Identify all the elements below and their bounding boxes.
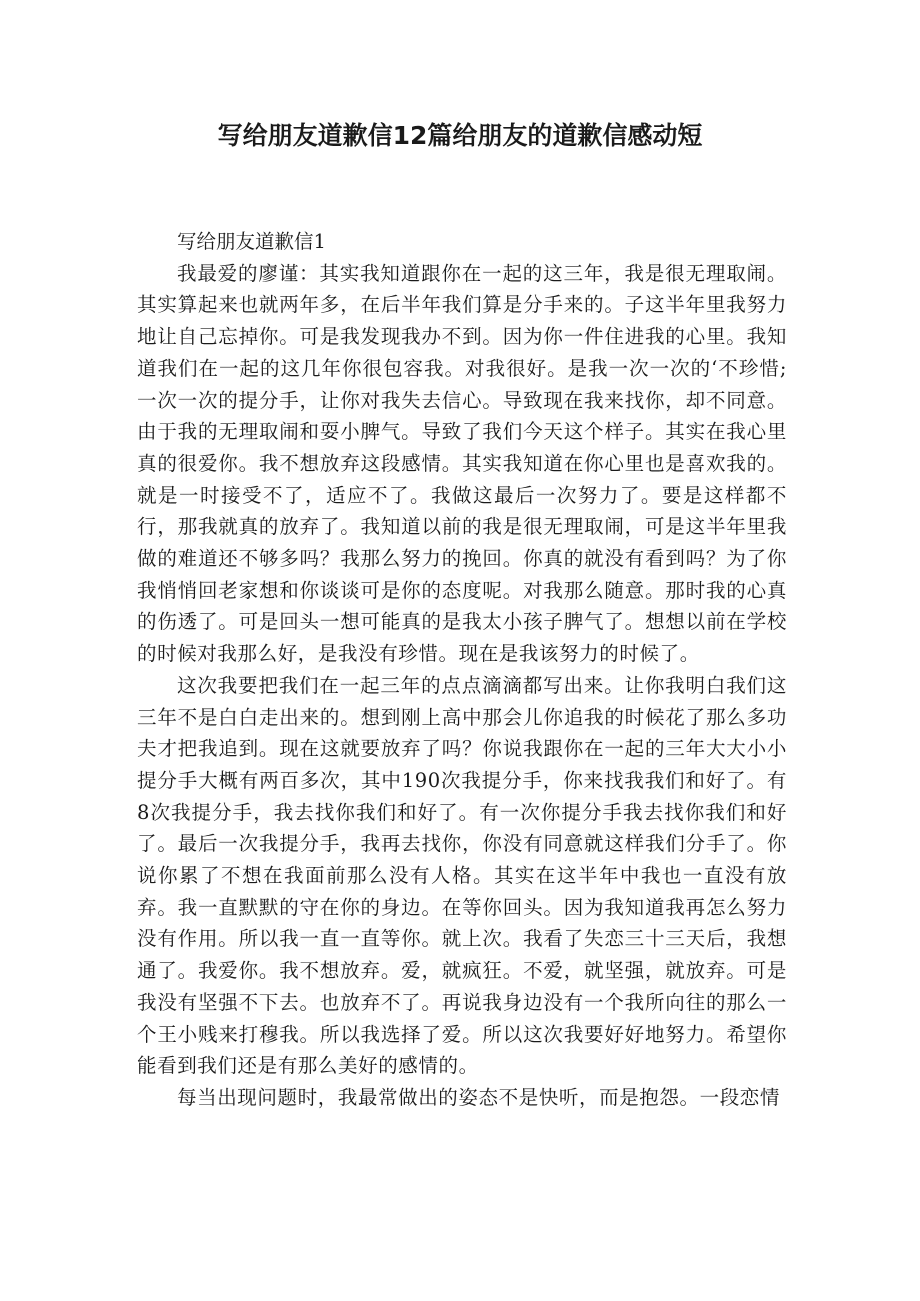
section-heading: 写给朋友道歉信1	[177, 230, 326, 253]
paragraph-3: 每当出现问题时，我最常做出的姿态不是快听，而是抱怨。一段恋情	[177, 1085, 781, 1109]
document-body	[137, 226, 787, 1114]
document-title: 写给朋友道歉信12篇给朋友的道歉信感动短	[217, 121, 703, 150]
paragraph-1: 我最爱的廖谨：其实我知道跟你在一起的这三年，我是很无理取闹。其实算起来也就两年多，在后半年我们算是分手来的。子这半年里我努力地让自己忘掉你。可是我发现我办不到。因为你一件住进我的心里。我知道我们在一起的这几年你很包容我。对我很好。是我一次一次的‘不珍惜;一次一次的提分手，让你对我失去信心。导致现在我来找你，却不同意。由于我的无理取闹和耍小脾气。导致了我们今天这个样子。其实在我心里真的很爱你。我不想放弃这段感情。其实我知道在你心里也是喜欢我的。就是一时接受不了，适应不了。我做这最后一次努力了。要是这样都不行，那我就真的放弃了。我知道以前的我是很无理取闹，可是这半年里我做的难道还不够多吗？我那么努力的挽回。你真的就没有看到吗？为了你我悄悄回老家想和你谈谈可是你的态度呢。对我那么随意。那时我的心真的伤透了。可是回头一想可能真的是我太小孩子脾气了。想想以前在学校的时候对我那么好，是我没有珍惜。现在是我该努力的时候了。	[137, 261, 787, 666]
paragraph-2: 这次我要把我们在一起三年的点点滴滴都写出来。让你我明白我们这三年不是白白走出来的。想到刚上高中那会儿你追我的时候花了那么多功夫才把我追到。现在这就要放弃了吗？你说我跟你在一起的三年大大小小提分手大概有两百多次，其中190次我提分手，你来找我我们和好了。有8次我提分手，我去找你我们和好了。有一次你提分手我去找你我们和好了。最后一次我提分手，我再去找你，你没有同意就这样我们分手了。你说你累了不想在我面前那么没有人格。其实在这半年中我也一直没有放弃。我一直默默的守在你的身边。在等你回头。因为我知道我再怎么努力没有作用。所以我一直一直等你。就上次。我看了失恋三十三天后，我想通了。我爱你。我不想放弃。爱，就疯狂。不爱，就坚强，就放弃。可是我没有坚强不下去。也放弃不了。再说我身边没有一个我所向往的那么一个王小贱来打穆我。所以我选择了爱。所以这次我要好好地努力。希望你能看到我们还是有那么美好的感情的。	[137, 673, 787, 1078]
